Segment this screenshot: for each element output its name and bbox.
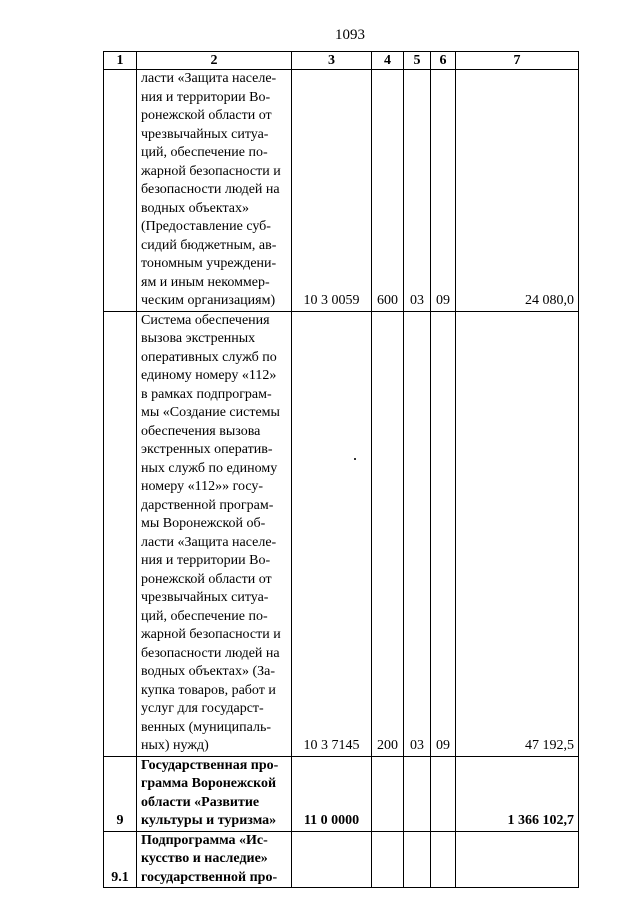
description-line: дарственной програм- bbox=[141, 497, 274, 513]
description-line: безопасности людей на bbox=[141, 645, 280, 661]
expense-type-code: 200 bbox=[372, 311, 404, 756]
table-row bbox=[104, 311, 579, 756]
description-line: водных объектах» bbox=[141, 200, 249, 216]
description-line: Государственная про- bbox=[141, 757, 279, 773]
description-line: ций, обеспечение по- bbox=[141, 145, 268, 160]
description-line: ческим организациям) bbox=[141, 293, 276, 308]
row-description bbox=[137, 756, 292, 831]
description-line: Система обеспечения bbox=[141, 312, 270, 328]
header-cell-1: 1 bbox=[104, 52, 137, 70]
description-line: ния и территории Во- bbox=[141, 553, 271, 568]
section-code: 03 bbox=[404, 311, 431, 756]
target-article-code: 10 3 0059 bbox=[292, 70, 372, 312]
description-line: оперативных служб по bbox=[141, 349, 277, 365]
subsection-code bbox=[431, 831, 456, 888]
description-line: чрезвычайных ситуа- bbox=[141, 126, 269, 142]
section-code: 03 bbox=[404, 70, 431, 312]
header-row bbox=[104, 52, 579, 70]
header-cell-7: 7 bbox=[456, 52, 579, 70]
row-description bbox=[137, 311, 292, 756]
expense-type-code bbox=[372, 831, 404, 888]
amount bbox=[456, 831, 579, 888]
description-line: экстренных оператив- bbox=[141, 442, 273, 457]
scan-speck bbox=[354, 458, 356, 460]
description-line: водных объектах» (За- bbox=[141, 664, 276, 679]
target-article-code bbox=[292, 831, 372, 888]
table-row bbox=[104, 831, 579, 888]
description-line: чрезвычайных ситуа- bbox=[141, 590, 269, 605]
description-line: купка товаров, работ и bbox=[141, 682, 276, 698]
target-article-code: 11 0 0000 bbox=[292, 756, 372, 831]
description-line: (Предоставление суб- bbox=[141, 219, 271, 234]
subsection-code: 09 bbox=[431, 311, 456, 756]
description-line: тономным учреждени- bbox=[141, 256, 277, 271]
description-line: жарной безопасности и bbox=[141, 163, 281, 179]
description-line: ных служб по единому bbox=[141, 460, 278, 476]
description-line: Подпрограмма «Ис- bbox=[141, 832, 268, 848]
row-description bbox=[137, 831, 292, 888]
description-line: обеспечения вызова bbox=[141, 423, 261, 439]
header-cell-2: 2 bbox=[137, 52, 292, 70]
section-code bbox=[404, 831, 431, 888]
description-line: услуг для государст- bbox=[141, 701, 264, 716]
page-number: 1093 bbox=[335, 27, 365, 43]
description-line: ронежской области от bbox=[141, 108, 272, 123]
description-line: ных) нужд) bbox=[141, 738, 209, 753]
subsection-code bbox=[431, 756, 456, 831]
table-row bbox=[104, 756, 579, 831]
header-cell-6: 6 bbox=[431, 52, 456, 70]
amount: 24 080,0 bbox=[456, 70, 579, 312]
description-line: области «Развитие bbox=[141, 794, 260, 810]
description-line: кусство и наследие» bbox=[141, 851, 268, 866]
description-line: ласти «Защита населе- bbox=[141, 71, 277, 86]
section-code bbox=[404, 756, 431, 831]
amount: 1 366 102,7 bbox=[456, 756, 579, 831]
description-line: грамма Воронежской bbox=[141, 776, 277, 791]
description-line: мы «Создание системы bbox=[141, 405, 280, 420]
description-line: безопасности людей на bbox=[141, 182, 280, 197]
expense-type-code: 600 bbox=[372, 70, 404, 312]
header-cell-3: 3 bbox=[292, 52, 372, 70]
description-line: вызова экстренных bbox=[141, 331, 256, 346]
description-line: венных (муниципаль- bbox=[141, 719, 271, 735]
description-line: жарной безопасности и bbox=[141, 627, 281, 642]
description-line: государственной про- bbox=[141, 869, 278, 885]
description-line: ронежской области от bbox=[141, 571, 272, 587]
description-line: номеру «112»» госу- bbox=[141, 479, 264, 494]
row-number: 9.1 bbox=[104, 831, 137, 888]
expense-type-code bbox=[372, 756, 404, 831]
description-line: ям и иным некоммер- bbox=[141, 274, 270, 290]
row-number: 9 bbox=[104, 756, 137, 831]
header-cell-5: 5 bbox=[404, 52, 431, 70]
description-line: культуры и туризма» bbox=[141, 813, 277, 828]
description-line: единому номеру «112» bbox=[141, 368, 277, 383]
table-row bbox=[104, 70, 579, 312]
header-cell-4: 4 bbox=[372, 52, 404, 70]
row-number bbox=[104, 311, 137, 756]
description-line: сидий бюджетным, ав- bbox=[141, 237, 277, 253]
description-line: ций, обеспечение по- bbox=[141, 608, 268, 624]
description-line: в рамках подпрограм- bbox=[141, 386, 272, 402]
description-line: ния и территории Во- bbox=[141, 89, 271, 105]
amount: 47 192,5 bbox=[456, 311, 579, 756]
subsection-code: 09 bbox=[431, 70, 456, 312]
target-article-code: 10 3 7145 bbox=[292, 311, 372, 756]
description-line: ласти «Защита населе- bbox=[141, 534, 277, 550]
budget-table bbox=[103, 51, 579, 888]
description-line: мы Воронежской об- bbox=[141, 516, 266, 531]
row-description bbox=[137, 70, 292, 312]
row-number bbox=[104, 70, 137, 312]
